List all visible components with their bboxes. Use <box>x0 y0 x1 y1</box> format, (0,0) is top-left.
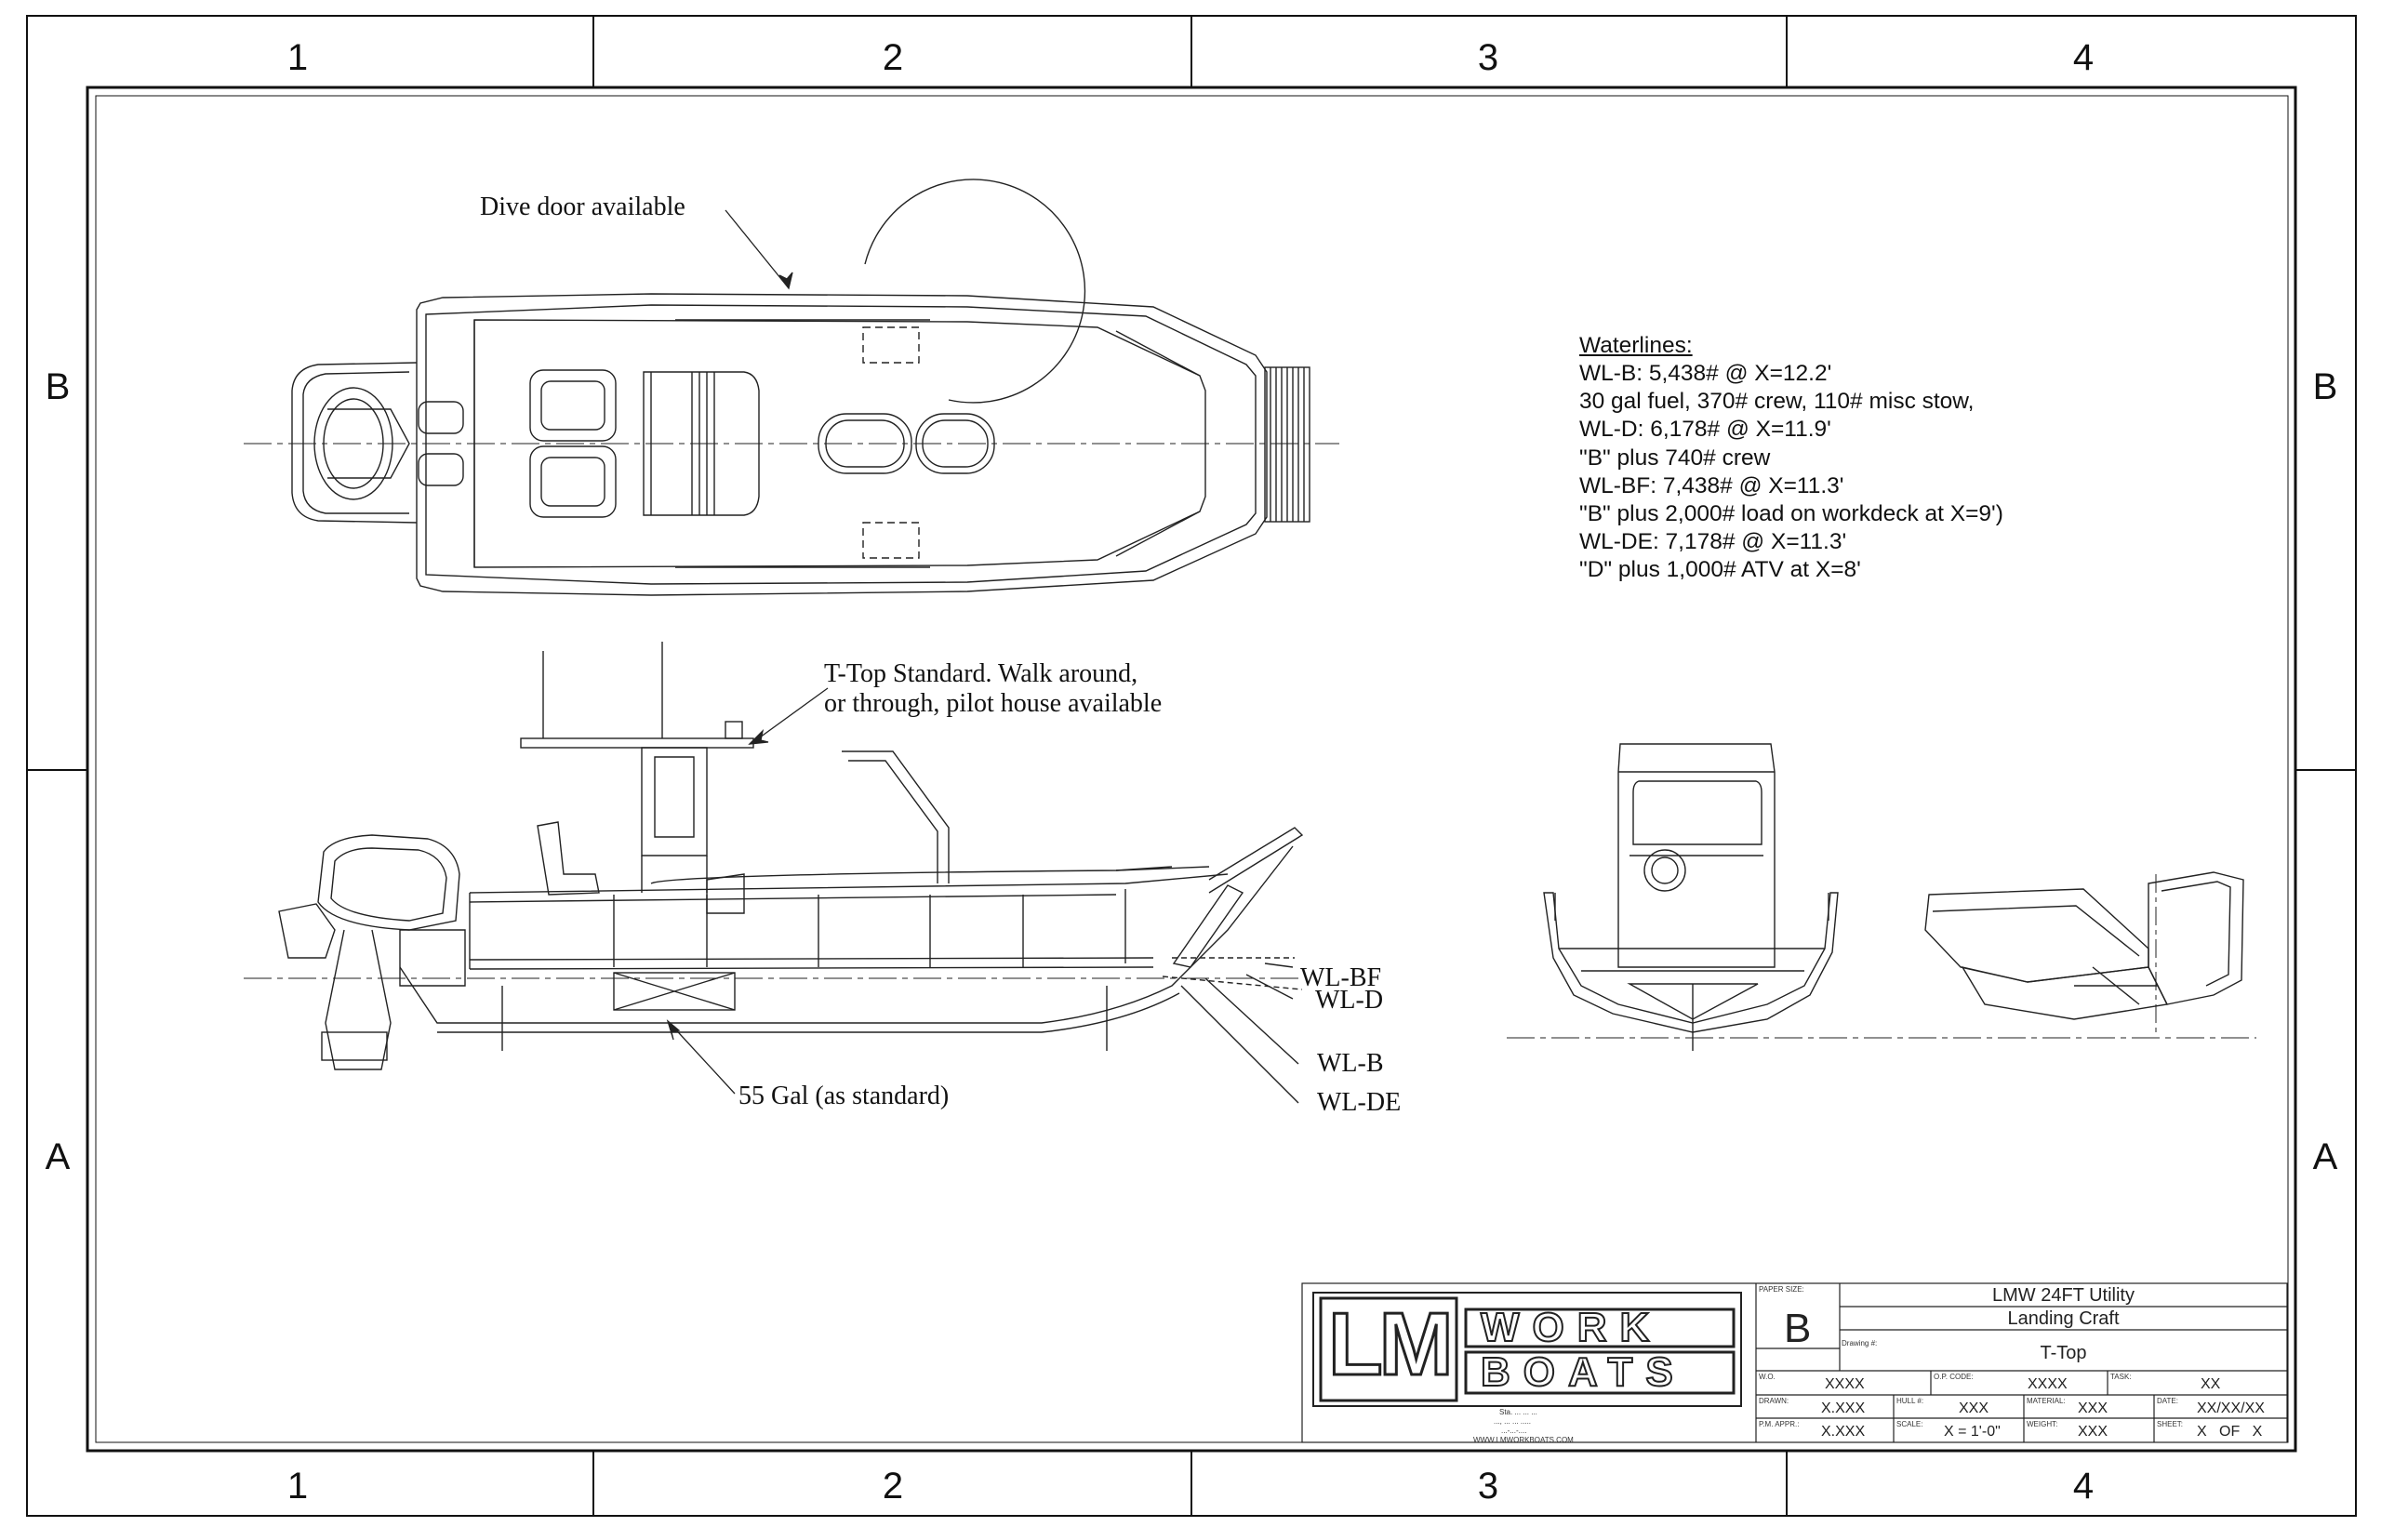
op-code-label: O.P. CODE: <box>1934 1373 1974 1381</box>
zone-label-left-b: B <box>45 366 71 407</box>
company-phone: ...-...-.... <box>1501 1427 1527 1435</box>
zone-label-left-a: A <box>45 1136 71 1177</box>
isometric-view-drawing <box>1925 872 2243 1032</box>
paper-size-label: PAPER SIZE: <box>1759 1285 1804 1294</box>
op-code-value: XXXX <box>2028 1376 2068 1392</box>
drawing-title-line1: LMW 24FT Utility <box>1992 1285 2135 1306</box>
dive-door-note: Dive door available <box>480 192 685 221</box>
zone-label-bottom-4: 4 <box>2072 1466 2095 1507</box>
hull-label: HULL #: <box>1896 1397 1924 1405</box>
waterlines-heading: Waterlines: <box>1579 333 1693 358</box>
drawing-title-line2: Landing Craft <box>2007 1308 2120 1329</box>
zone-label-right-a: A <box>2312 1136 2338 1177</box>
wl-b-label: WL-B <box>1317 1049 1384 1078</box>
task-label: TASK: <box>2110 1373 2132 1381</box>
wl-d-label: WL-D <box>1315 986 1384 1015</box>
waterlines-line: "D" plus 1,000# ATV at X=8' <box>1579 557 1861 582</box>
waterlines-line: WL-BF: 7,438# @ X=11.3' <box>1579 472 1844 498</box>
waterlines-line: 30 gal fuel, 370# crew, 110# misc stow, <box>1579 389 1975 415</box>
waterlines-line: WL-DE: 7,178# @ X=11.3' <box>1579 528 1847 554</box>
logo-boats: BOATS <box>1481 1349 1686 1395</box>
logo-work: WORK <box>1481 1305 1663 1350</box>
pm-appr-value: X.XXX <box>1821 1424 1866 1440</box>
zone-label-right-b: B <box>2312 366 2338 407</box>
sheet-label: SHEET: <box>2157 1420 2184 1428</box>
hull-value: XXX <box>1959 1401 1989 1416</box>
drawn-label: DRAWN: <box>1759 1397 1789 1405</box>
date-value: XX/XX/XX <box>2197 1401 2265 1416</box>
company-address-1: Sta. ... ... ... <box>1499 1408 1537 1416</box>
paper-size-value: B <box>1784 1306 1812 1351</box>
waterlines-line: WL-B: 5,438# @ X=12.2' <box>1579 361 1832 387</box>
weight-label: WEIGHT: <box>2027 1420 2058 1428</box>
logo-lm: LM <box>1328 1294 1450 1394</box>
drawn-value: X.XXX <box>1821 1401 1866 1416</box>
wl-bf-label: WL-BF <box>1300 963 1382 992</box>
waterlines-notes <box>1579 332 2003 584</box>
zone-label-bottom-3: 3 <box>1477 1466 1499 1507</box>
waterlines-line: "B" plus 740# crew <box>1579 445 1771 471</box>
zone-label-top-4: 4 <box>2072 37 2095 78</box>
date-label: DATE: <box>2157 1397 2178 1405</box>
scale-label: SCALE: <box>1896 1420 1923 1428</box>
top-view-drawing <box>244 179 1339 595</box>
sheet-value: X OF X <box>2197 1424 2263 1440</box>
material-label: MATERIAL: <box>2027 1397 2066 1405</box>
waterlines-line: "B" plus 2,000# load on workdeck at X=9') <box>1579 500 2003 526</box>
zone-label-top-1: 1 <box>286 37 309 78</box>
material-value: XXX <box>2078 1401 2108 1416</box>
company-website: WWW.LMWORKBOATS.COM <box>1473 1436 1574 1444</box>
zone-label-top-2: 2 <box>882 37 904 78</box>
pm-appr-label: P.M. APPR.: <box>1759 1420 1800 1428</box>
weight-value: XXX <box>2078 1424 2108 1440</box>
ttop-note-line1: T-Top Standard. Walk around, <box>824 659 1138 688</box>
leader-lines <box>668 210 828 1094</box>
front-view-drawing <box>1507 744 2256 1051</box>
drawing-title-line3: T-Top <box>2040 1343 2087 1363</box>
waterlines-line: WL-D: 6,178# @ X=11.9' <box>1579 417 1831 443</box>
fuel-tank-note: 55 Gal (as standard) <box>738 1082 950 1110</box>
ttop-note-line2: or through, pilot house available <box>824 689 1163 718</box>
wo-value: XXXX <box>1825 1376 1865 1392</box>
wl-de-label: WL-DE <box>1317 1088 1402 1117</box>
wo-label: W.O. <box>1759 1373 1776 1381</box>
zone-label-bottom-1: 1 <box>286 1466 309 1507</box>
scale-value: X = 1'-0" <box>1944 1424 2001 1440</box>
drawing-number-label: Drawing #: <box>1842 1339 1878 1348</box>
zone-label-top-3: 3 <box>1477 37 1499 78</box>
task-value: XX <box>2201 1376 2221 1392</box>
zone-label-bottom-2: 2 <box>882 1466 904 1507</box>
company-address-2: ..., ... ... ..... <box>1494 1417 1532 1426</box>
